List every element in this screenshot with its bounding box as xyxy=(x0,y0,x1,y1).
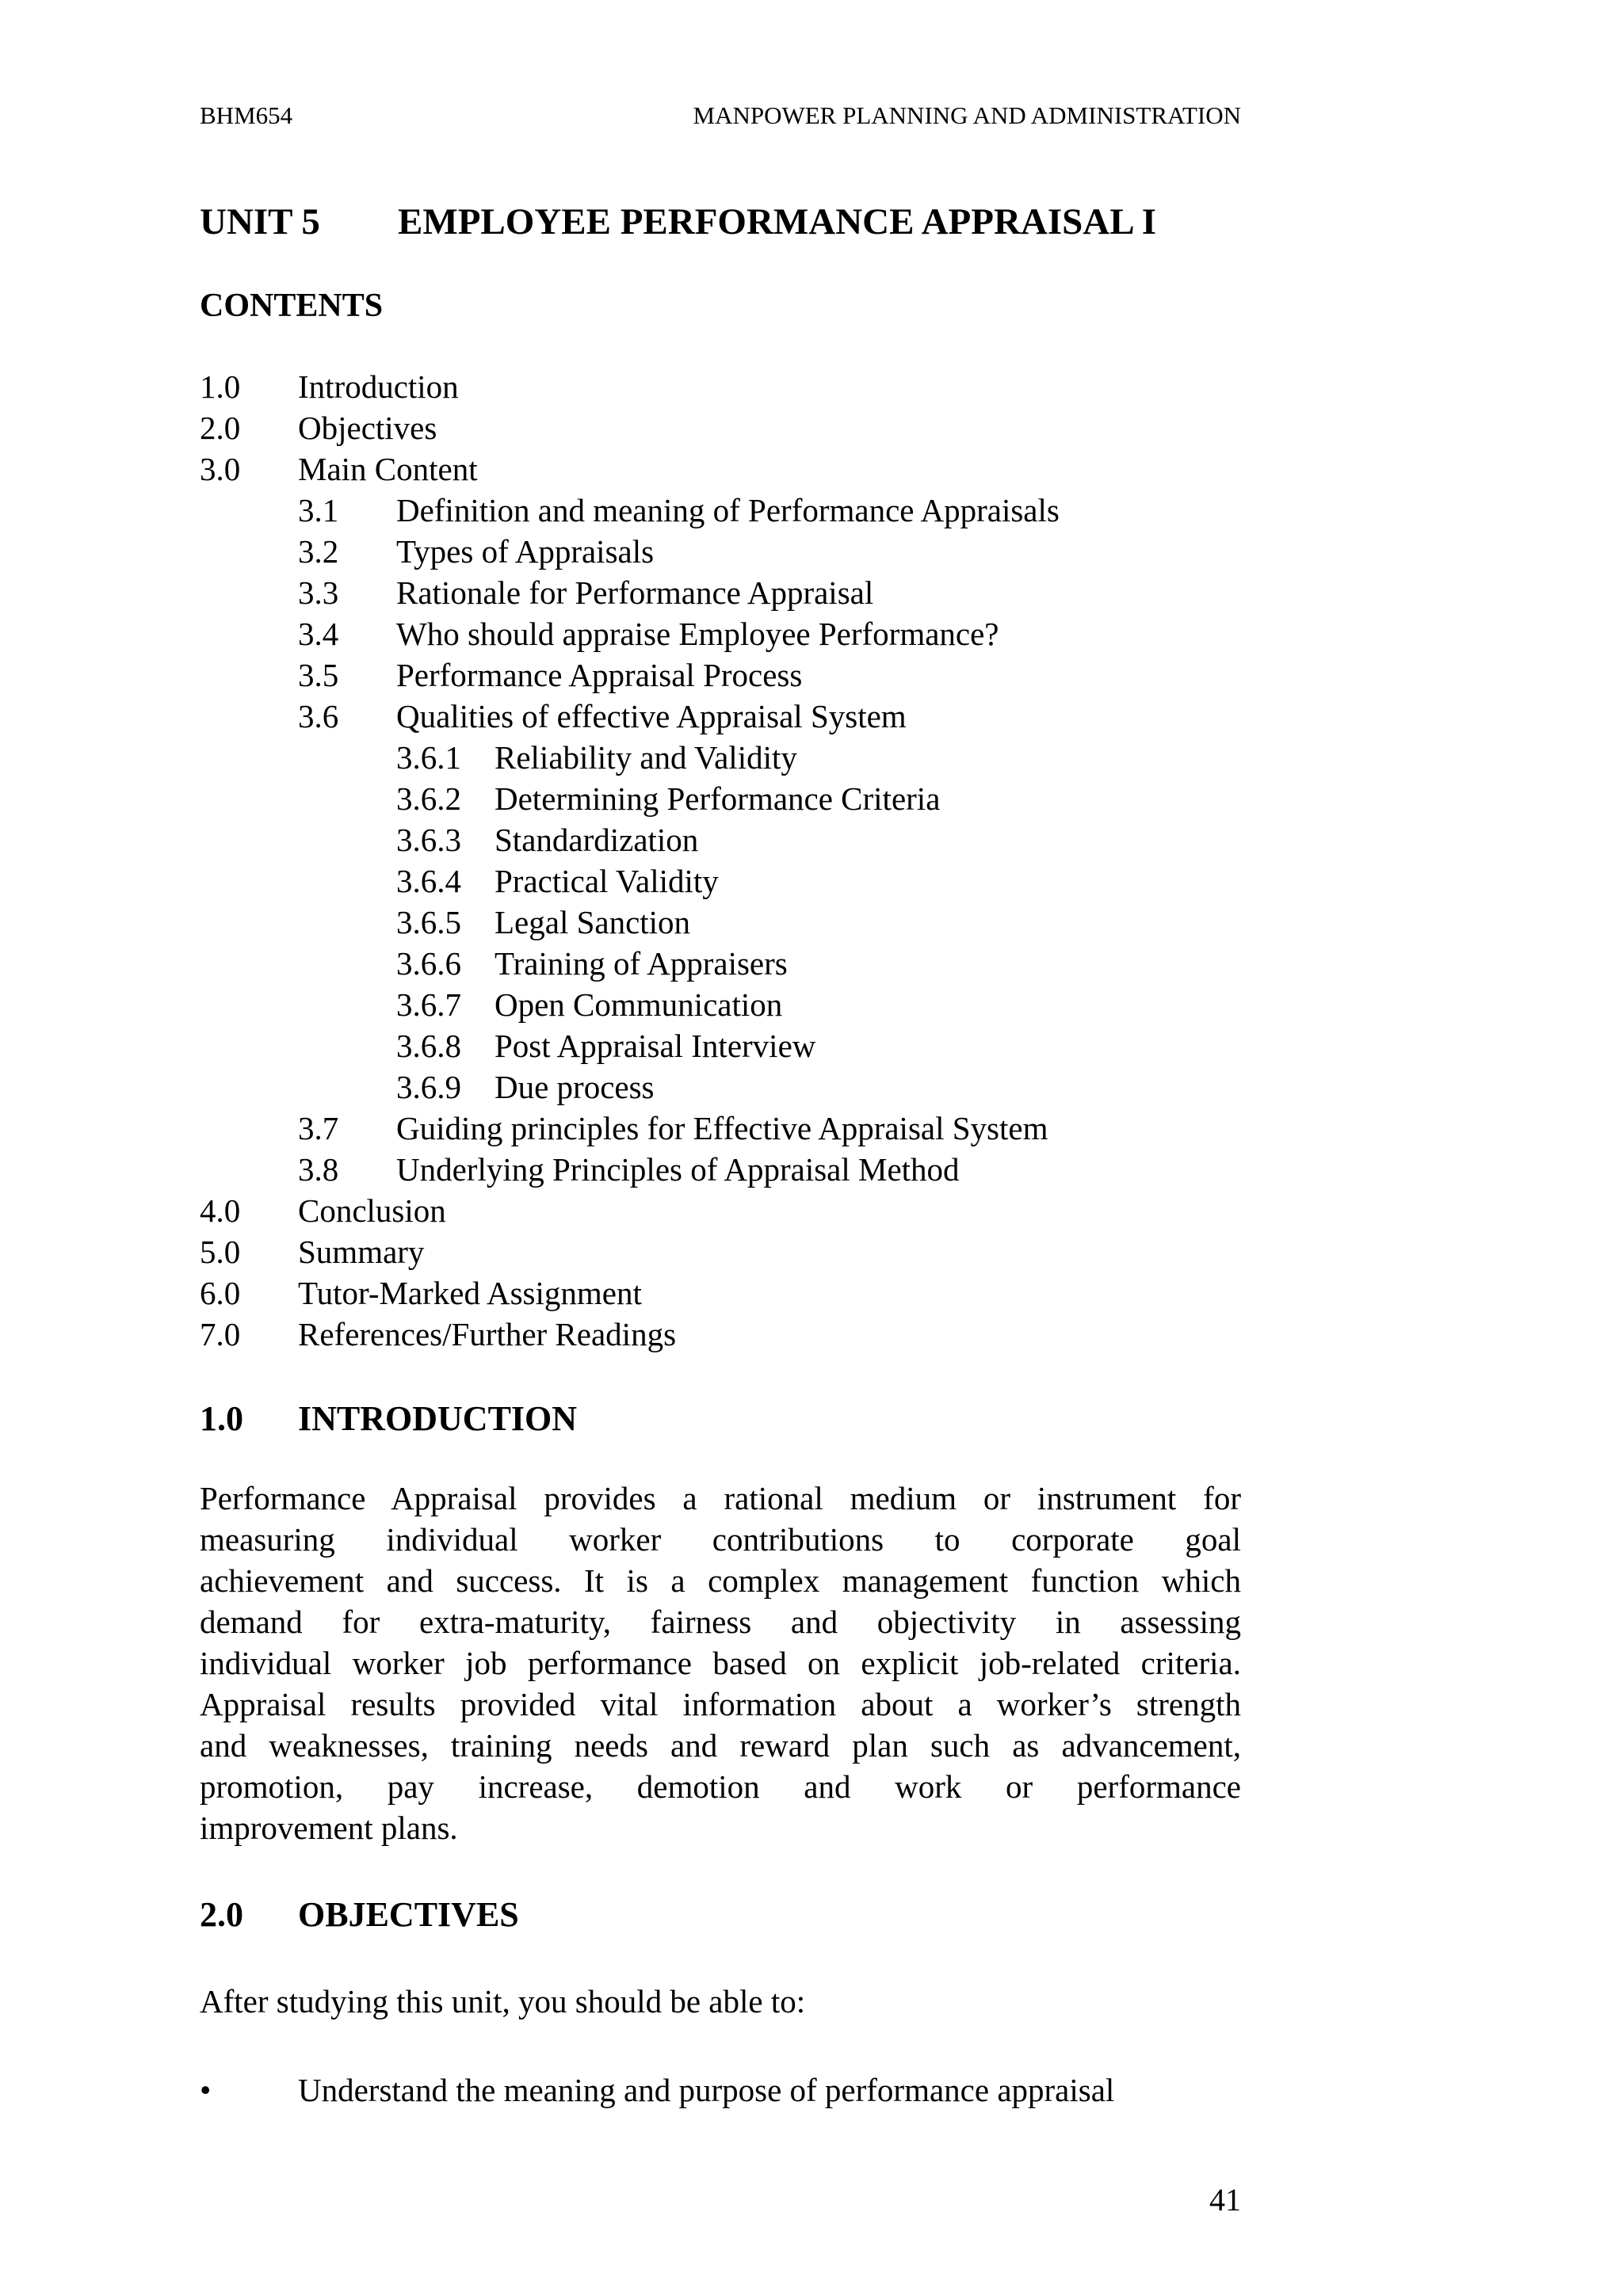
running-header xyxy=(200,100,1241,132)
toc-number: 3.8 xyxy=(298,1151,339,1188)
unit-name: EMPLOYEE PERFORMANCE APPRAISAL I xyxy=(398,201,1157,242)
toc-number: 3.6.8 xyxy=(396,1028,461,1064)
toc-title: Performance Appraisal Process xyxy=(396,657,803,693)
toc-number: 4.0 xyxy=(200,1192,241,1229)
toc-number: 3.3 xyxy=(298,574,339,611)
toc-number: 3.0 xyxy=(200,451,241,487)
toc-title: Tutor-Marked Assignment xyxy=(298,1275,642,1311)
objective-text: Understand the meaning and purpose of performance appraisal xyxy=(298,2072,1115,2108)
toc-title: Summary xyxy=(298,1234,425,1270)
toc-number: 3.7 xyxy=(298,1110,339,1146)
paragraph-line: Performance Appraisal provides a rational medium or instrument for xyxy=(200,1480,1241,1516)
toc-number: 3.6.3 xyxy=(396,822,461,858)
toc-number: 3.5 xyxy=(298,657,339,693)
toc-number: 5.0 xyxy=(200,1234,241,1270)
bullet-icon: • xyxy=(200,2072,212,2108)
toc-title: Legal Sanction xyxy=(495,904,691,940)
toc-number: 3.2 xyxy=(298,533,339,570)
paragraph-line: demand for extra-maturity, fairness and objectivity in assessing xyxy=(200,1604,1241,1640)
toc-number: 3.6.6 xyxy=(396,945,461,982)
section-number: 1.0 xyxy=(200,1399,243,1438)
toc-title: Reliability and Validity xyxy=(495,739,797,776)
paragraph-line: and weaknesses, training needs and reward plan such as advancement, xyxy=(200,1727,1241,1764)
section-number: 2.0 xyxy=(200,1895,243,1934)
toc-title: Due process xyxy=(495,1069,655,1105)
toc-title: Introduction xyxy=(298,368,459,405)
unit-number: UNIT 5 xyxy=(200,201,320,242)
toc-title: Conclusion xyxy=(298,1192,446,1229)
paragraph-line: individual worker job performance based on explicit job-related criteria. xyxy=(200,1645,1241,1681)
toc-number: 3.6.2 xyxy=(396,780,461,817)
toc-number: 3.6 xyxy=(298,698,339,734)
contents-heading: CONTENTS xyxy=(200,288,384,324)
section-title: INTRODUCTION xyxy=(298,1399,578,1438)
toc-title: Types of Appraisals xyxy=(396,533,655,570)
toc-number: 1.0 xyxy=(200,368,241,405)
paragraph-line: achievement and success. It is a complex management function which xyxy=(200,1562,1241,1599)
toc-number: 3.6.1 xyxy=(396,739,461,776)
toc-title: Who should appraise Employee Performance? xyxy=(396,616,999,652)
section-title: OBJECTIVES xyxy=(298,1895,519,1934)
page-number: 41 xyxy=(1209,2182,1241,2218)
toc-number: 3.6.7 xyxy=(396,986,461,1023)
toc-number: 3.6.4 xyxy=(396,863,461,899)
toc-title: Guiding principles for Effective Appraisal System xyxy=(396,1110,1048,1146)
course-code: BHM654 xyxy=(200,101,293,129)
paragraph-line: Appraisal results provided vital information about a worker’s strength xyxy=(200,1686,1241,1722)
toc-number: 3.6.9 xyxy=(396,1069,461,1105)
toc-title: Underlying Principles of Appraisal Method xyxy=(396,1151,960,1188)
toc-title: Determining Performance Criteria xyxy=(495,780,941,817)
toc-number: 7.0 xyxy=(200,1316,241,1352)
toc-title: Standardization xyxy=(495,822,699,858)
unit-title xyxy=(200,198,1156,246)
toc-title: References/Further Readings xyxy=(298,1316,677,1352)
toc-number: 3.4 xyxy=(298,616,339,652)
toc-number: 6.0 xyxy=(200,1275,241,1311)
toc-number: 3.1 xyxy=(298,492,339,528)
course-title: MANPOWER PLANNING AND ADMINISTRATION xyxy=(693,101,1241,129)
toc-title: Rationale for Performance Appraisal xyxy=(396,574,874,611)
toc-title: Open Communication xyxy=(495,986,783,1023)
paragraph-line: improvement plans. xyxy=(200,1810,458,1846)
introduction-paragraph xyxy=(200,1478,1241,1848)
toc-number: 2.0 xyxy=(200,410,241,446)
toc-title: Training of Appraisers xyxy=(495,945,788,982)
toc-title: Post Appraisal Interview xyxy=(495,1028,816,1064)
toc-title: Definition and meaning of Performance Appraisals xyxy=(396,492,1060,528)
paragraph-line: promotion, pay increase, demotion and work or performance xyxy=(200,1768,1241,1805)
toc-title: Practical Validity xyxy=(495,863,719,899)
objectives-lead: After studying this unit, you should be able to: xyxy=(200,1983,806,2019)
toc-title: Objectives xyxy=(298,410,437,446)
toc-title: Main Content xyxy=(298,451,478,487)
toc-number: 3.6.5 xyxy=(396,904,461,940)
toc-title: Qualities of effective Appraisal System xyxy=(396,698,907,734)
paragraph-line: measuring individual worker contributions to corporate goal xyxy=(200,1521,1241,1558)
